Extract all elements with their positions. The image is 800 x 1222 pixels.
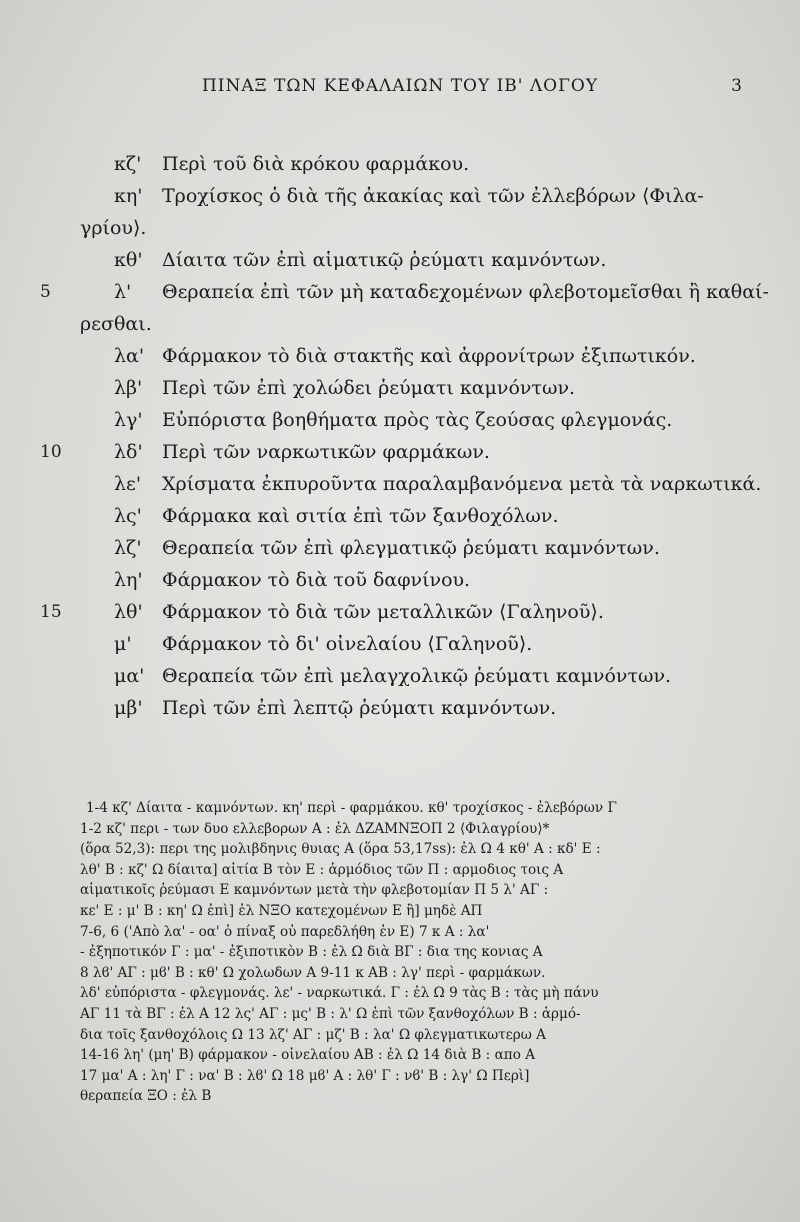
chapter-entry <box>0 596 800 628</box>
chapter-entry <box>0 180 800 212</box>
apparatus-line: λθ' Β : κζ' Ω δίαιτα] αἰτία Β τὸν Ε : ἁρμόδιος τῶν Π : αρμοδιος τοις Α <box>80 861 564 878</box>
apparatus-line: λδ' εὐπόριστα - φλεγμονάς. λε' - ναρκωτικά. Γ : ἐλ Ω 9 τὰς Β : τὰς μὴ πάνυ <box>80 985 599 1002</box>
chapter-entry <box>0 212 800 244</box>
line-number: 5 <box>40 282 51 302</box>
chapter-title: Χρίσματα ἐκπυροῦντα παραλαμβανόμενα μετὰ τὰ ναρκωτικά. <box>162 473 762 495</box>
chapter-list <box>0 148 800 724</box>
chapter-title: Περὶ τῶν ἐπὶ χολώδει ῥεύματι καμνόντων. <box>162 377 576 399</box>
apparatus-line: 8 λϐ' ΑΓ : μϐ' Β : κθ' Ω χολωδων Α 9-11 κ ΑΒ : λγ' περὶ - φαρμάκων. <box>80 964 546 981</box>
chapter-number: λβ' <box>114 377 143 399</box>
chapter-title: Φάρμακα καὶ σιτία ἐπὶ τῶν ξανθοχόλων. <box>162 505 559 527</box>
chapter-number: λζ' <box>114 537 142 559</box>
apparatus-line: 1-4 κζ' Δίαιτα - καμνόντων. κη' περὶ - φαρμάκου. κθ' τροχίσκος - ἐλεβόρων Γ <box>86 800 617 816</box>
chapter-number: κη' <box>114 185 143 207</box>
chapter-title: Περὶ τῶν ναρκωτικῶν φαρμάκων. <box>162 441 490 463</box>
chapter-number: λ' <box>114 281 132 303</box>
chapter-title: Φάρμακον τὸ δι' οἰνελαίου ⟨Γαληνοῦ⟩. <box>162 633 533 655</box>
chapter-number: λγ' <box>114 409 143 431</box>
chapter-title: Περὶ τῶν ἐπὶ λεπτῷ ῥεύματι καμνόντων. <box>162 697 557 719</box>
chapter-title: Φάρμακον τὸ διὰ τοῦ δαφνίνου. <box>162 569 471 591</box>
apparatus-line: θεραπεία ΞΟ : ἐλ Β <box>80 1088 212 1105</box>
critical-apparatus <box>80 798 760 1107</box>
apparatus-line: 1-2 κζ' περι - των δυο ελλεβορων Α : ἐλ ΔΖΑΜΝΞΟΠ 2 ⟨Φιλαγρίου⟩* <box>80 820 550 837</box>
chapter-title: Θεραπεία ἐπὶ τῶν μὴ καταδεχομένων φλεβοτομεῖσθαι ἢ καθαί- <box>162 281 769 303</box>
chapter-title: Περὶ τοῦ διὰ κρόκου φαρμάκου. <box>162 153 470 175</box>
chapter-entry <box>0 148 800 180</box>
apparatus-line: 14-16 λη' (μη' Β) φάρμακον - οἰνελαίου ΑΒ : ἐλ Ω 14 διὰ Β : απο Α <box>80 1047 536 1064</box>
line-number: 10 <box>40 442 62 462</box>
chapter-entry <box>0 468 800 500</box>
page-number: 3 <box>731 76 742 96</box>
apparatus-line: 7-6, 6 ('Απὸ λα' - οα' ὁ πίναξ οὐ παρεδλήθη ἐν Ε) 7 κ Α : λα' <box>80 923 490 940</box>
apparatus-line: 17 μα' Α : λη' Γ : να' Β : λϐ' Ω 18 μϐ' Α : λθ' Γ : νϐ' Β : λγ' Ω Περὶ] <box>80 1067 530 1084</box>
chapter-number: μ' <box>114 633 132 655</box>
chapter-entry <box>0 308 800 340</box>
chapter-entry <box>0 628 800 660</box>
chapter-title: Τροχίσκος ὁ διὰ τῆς ἀκακίας καὶ τῶν ἐλλεβόρων ⟨Φιλα- <box>162 185 704 207</box>
chapter-entry <box>0 436 800 468</box>
apparatus-line: (ὅρα 52,3): περι της μολιβδηνις θυιας Α (ὅρα 53,17ss): ἐλ Ω 4 κθ' Α : κδ' Ε : <box>80 841 601 858</box>
chapter-number: λθ' <box>114 601 143 623</box>
chapter-entry <box>0 692 800 724</box>
apparatus-line: κε' Ε : μ' Β : κη' Ω ἐπὶ] ἐλ ΝΞΟ κατεχομένων Ε ἢ] μηδὲ ΑΠ <box>80 902 483 919</box>
chapter-number: κζ' <box>114 153 142 175</box>
chapter-title: ρεσθαι. <box>80 313 152 335</box>
chapter-number: μα' <box>114 665 145 687</box>
chapter-entry <box>0 660 800 692</box>
apparatus-line: ΑΓ 11 τὰ ΒΓ : ἐλ Α 12 λς' ΑΓ : μς' Β : λ' Ω ἐπὶ τῶν ξανθοχόλων Β : ἁρμό- <box>80 1005 581 1022</box>
chapter-entry <box>0 404 800 436</box>
chapter-number: κθ' <box>114 249 143 271</box>
chapter-number: λδ' <box>114 441 143 463</box>
chapter-title: Θεραπεία τῶν ἐπὶ φλεγματικῷ ῥεύματι καμνόντων. <box>162 537 660 559</box>
chapter-title: Εὐπόριστα βοηθήματα πρὸς τὰς ζεούσας φλεγμονάς. <box>162 409 673 431</box>
apparatus-line: δια τοῖς ξανθοχόλοις Ω 13 λζ' ΑΓ : μζ' Β : λα' Ω φλεγματικωτερω Α <box>80 1026 546 1043</box>
chapter-entry <box>0 372 800 404</box>
chapter-entry <box>0 564 800 596</box>
chapter-entry <box>0 276 800 308</box>
chapter-title: Φάρμακον τὸ διὰ στακτῆς καὶ ἀφρονίτρων ἐξιπωτικόν. <box>162 345 696 367</box>
apparatus-line: - ἐξηποτικόν Γ : μα' - ἐξιποτικὸν Β : ἐλ Ω διὰ ΒΓ : δια της κονιας Α <box>80 944 543 961</box>
line-number: 15 <box>40 602 62 622</box>
chapter-number: λε' <box>114 473 142 495</box>
running-header <box>0 72 800 102</box>
chapter-title: Θεραπεία τῶν ἐπὶ μελαγχολικῷ ῥεύματι καμνόντων. <box>162 665 672 687</box>
chapter-entry <box>0 340 800 372</box>
chapter-entry <box>0 500 800 532</box>
chapter-number: λς' <box>114 505 142 527</box>
chapter-title: Δίαιτα τῶν ἐπὶ αἱματικῷ ῥεύματι καμνόντων. <box>162 249 607 271</box>
chapter-entry <box>0 244 800 276</box>
chapter-number: λα' <box>114 345 145 367</box>
chapter-title: Φάρμακον τὸ διὰ τῶν μεταλλικῶν ⟨Γαληνοῦ⟩. <box>162 601 604 623</box>
header-title: ΠΙΝΑΞ ΤΩΝ ΚΕΦΑΛΑΙΩΝ ΤΟΥ ΙΒ' ΛΟΓΟΥ <box>201 76 599 96</box>
chapter-entry <box>0 532 800 564</box>
apparatus-line: αἱματικοῖς ῥεύμασι Ε καμνόντων μετὰ τὴν φλεβοτομίαν Π 5 λ' ΑΓ : <box>80 882 549 899</box>
chapter-title: γρίου⟩. <box>80 217 147 239</box>
chapter-number: μβ' <box>114 697 143 719</box>
chapter-number: λη' <box>114 569 143 591</box>
